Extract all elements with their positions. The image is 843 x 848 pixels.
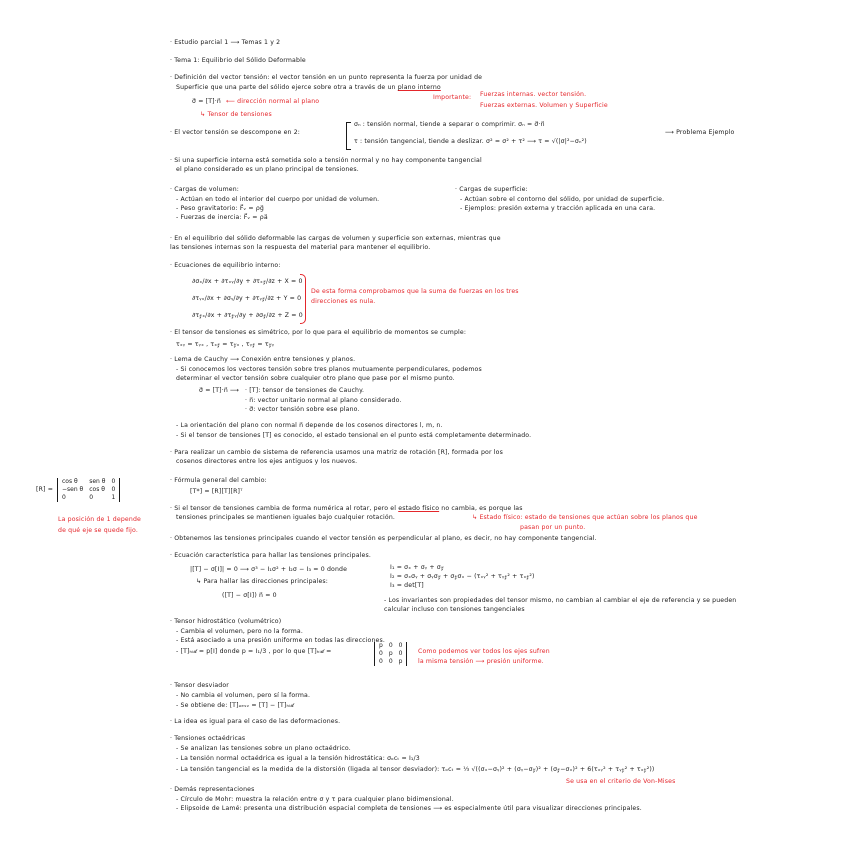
- note-line: - Si conocemos los vectores tensión sobre tres planos mutuamente perpendiculares, podemos: [176, 366, 482, 373]
- note-line: - Cambia el volumen, pero no la forma.: [176, 628, 303, 635]
- matrix-cell: 0: [111, 478, 116, 485]
- note-text: no cambia, es porque las: [439, 505, 523, 512]
- note-line: las tensiones internas son la respuesta del material para mantener el equilibrio.: [170, 244, 431, 251]
- formula: σ⃗ = [T]·n⃗ ⟶: [199, 387, 240, 394]
- red-annotation: ↳ Estado físico: estado de tensiones que actúan sobre los planos que: [472, 514, 698, 521]
- note-line: · [T]: tensor de tensiones de Cauchy.: [245, 387, 365, 394]
- formula: |[T] − σ[I]| = 0 ⟶ σ³ − I₁σ² + I₂σ − I₃ = 0 donde: [190, 566, 348, 573]
- note-line: - Está asociado a una presión uniforme en todas las direcciones.: [176, 637, 385, 644]
- note-line: [176, 84, 441, 92]
- note-line: determinar el vector tensión sobre cualquier otro plano que pase por el mismo punto.: [176, 375, 455, 382]
- formula: - [T]ₕᵢ𝒹 = p[I] donde p = I₁/3 , por lo que [T]ₕᵢ𝒹 =: [176, 648, 332, 655]
- matrix-cell: 0: [379, 650, 383, 657]
- red-annotation: ↳ Tensor de tensiones: [200, 111, 272, 118]
- note-line: · n⃗: vector unitario normal al plano considerado.: [245, 397, 402, 404]
- note-line: - Elipsoide de Lamé: presenta una distribución espacial completa de tensiones ⟶ es especialmente útil para visualizar direcciones principales.: [176, 805, 642, 812]
- matrix-label: [R] =: [36, 486, 54, 493]
- note-line: - Actúan en todo el interior del cuerpo por unidad de volumen.: [176, 196, 380, 203]
- formula: I₁ = σₓ + σᵧ + σ𝓏: [390, 564, 444, 571]
- formula: σ⃗ = [T]·n⃗: [192, 98, 221, 105]
- note-line: · Si una superficie interna está sometida solo a tensión normal y no hay componente tangencial: [170, 157, 482, 164]
- note-line: - Se analizan las tensiones sobre un plano octaédrico.: [176, 745, 351, 752]
- red-annotation: Fuerzas internas. vector tensión.: [480, 91, 587, 98]
- note-line: · Fórmula general del cambio:: [170, 477, 267, 484]
- note-line: cosenos directores entre los ejes antiguos y los nuevos.: [176, 458, 358, 465]
- note-line: - La tensión normal octaédrica es igual a la tensión hidrostática: σₒcₜ = I₁/3: [176, 755, 420, 762]
- note-line: ⟶ Problema Ejemplo: [665, 129, 735, 136]
- red-annotation: la misma tensión ⟶ presión uniforme.: [418, 658, 544, 665]
- note-line: - Peso gravitatorio: F⃗ᵥ = ρg⃗: [176, 205, 264, 212]
- note-line: · Ecuación característica para hallar las tensiones principales.: [170, 552, 371, 559]
- note-line: · Cargas de superficie:: [455, 186, 528, 193]
- matrix-cell: 0: [388, 642, 393, 649]
- note-line: · σ⃗: vector tensión sobre ese plano.: [245, 406, 360, 413]
- note-line: · Cargas de volumen:: [170, 186, 240, 193]
- note-line: - Actúan sobre el contorno del sólido, por unidad de superficie.: [460, 196, 665, 203]
- note-line: · Tensor hidrostático (volumétrico): [170, 618, 282, 625]
- note-line: el plano considerado es un plano principal de tensiones.: [176, 166, 359, 173]
- note-line: · Ecuaciones de equilibrio interno:: [170, 262, 281, 269]
- note-line: tensiones principales se mantienen iguales bajo cualquier rotación.: [176, 514, 396, 521]
- matrix-cell: p: [379, 642, 383, 649]
- red-annotation: De esta forma comprobamos que la suma de fuerzas en los tres: [311, 288, 519, 295]
- equation: ∂τ𝓏ₓ/∂x + ∂τ𝓏ᵧ/∂y + ∂σ𝓏/∂z + Z = 0: [192, 312, 303, 319]
- note-line: · Demás representaciones: [170, 786, 255, 793]
- matrix-cell: 0: [398, 650, 403, 657]
- note-line: · Obtenemos las tensiones principales cuando el vector tensión es perpendicular al plano, es decir, no hay componente tangencial.: [170, 535, 597, 542]
- red-annotation: Importante:: [433, 94, 472, 101]
- matrix-cell: 0: [398, 642, 403, 649]
- formula: I₃ = det[T]: [390, 582, 424, 589]
- red-annotation: direcciones es nula.: [311, 298, 376, 305]
- note-line: · Tensiones octaédricas: [170, 735, 246, 742]
- matrix-cell: p: [398, 658, 403, 665]
- red-annotation: La posición de 1 depende: [58, 516, 141, 523]
- equation: ∂σₓ/∂x + ∂τₓᵧ/∂y + ∂τₓ𝓏/∂z + X = 0: [192, 278, 303, 285]
- formula: - La tensión tangencial es la medida de la distorsión (ligada al tensor desviador): τₒcₜ = ⅓ √((σₓ−σᵧ)² + (σᵧ−σ𝓏)² + (σ𝓏−σₓ)² + 6(τₓᵧ² + τᵧ𝓏² + τₓ𝓏²)): [176, 766, 655, 773]
- matrix-cell: 0: [111, 486, 116, 493]
- note-line: calcular incluso con tensiones tangenciales: [384, 606, 525, 613]
- red-annotation: pasan por un punto.: [520, 524, 586, 531]
- note-line: - Fuerzas de inercia: F⃗ᵥ = ρa⃗: [176, 214, 268, 221]
- brace: [346, 122, 351, 150]
- matrix-cell: sen θ: [89, 478, 106, 485]
- equation: ∂τᵧₓ/∂x + ∂σᵧ/∂y + ∂τᵧ𝓏/∂z + Y = 0: [192, 295, 302, 302]
- matrix-cell: cos θ: [62, 478, 78, 485]
- note-line: τ : tensión tangencial, tiende a deslizar. σ² = σ² + τ² ⟶ τ = √(|σ|²−σₙ²): [354, 138, 587, 145]
- note-text: · Si el tensor de tensiones cambia de forma numérica al rotar, pero el: [170, 505, 399, 512]
- formula: - Se obtiene de: [T]ₔₑₛᵥ = [T] − [T]ₕᵢ𝒹: [176, 702, 294, 709]
- red-annotation: Como podemos ver todos los ejes sufren: [418, 648, 550, 655]
- red-annotation: ⟵ dirección normal al plano: [226, 98, 320, 105]
- formula: τₓᵧ = τᵧₓ , τₓ𝓏 = τ𝓏ₓ , τᵧ𝓏 = τ𝓏ᵧ: [176, 341, 275, 348]
- red-annotation: Fuerzas externas. Volumen y Superficie: [480, 102, 608, 109]
- note-line: [170, 505, 523, 513]
- hydrostatic-matrix: [374, 642, 407, 666]
- red-brace: [300, 274, 306, 324]
- note-line: - No cambia el volumen, pero sí la forma.: [176, 692, 311, 699]
- note-line: - Los invariantes son propiedades del tensor mismo, no cambian al cambiar el eje de referencia y se pueden: [384, 597, 737, 604]
- note-line: · Lema de Cauchy ⟶ Conexión entre tensiones y planos.: [170, 356, 356, 363]
- underlined-term: plano interno: [397, 84, 441, 91]
- note-line: - Si el tensor de tensiones [T] es conocido, el estado tensional en el punto está completamente determinado.: [176, 432, 532, 439]
- note-line: · El tensor de tensiones es simétrico, por lo que para el equilibrio de momentos se cumple:: [170, 329, 467, 336]
- note-line: - La orientación del plano con normal n⃗ depende de los cosenos directores l, m, n.: [176, 422, 443, 429]
- matrix-cell: 0: [379, 658, 383, 665]
- matrix-cell: 0: [388, 658, 393, 665]
- red-annotation: de qué eje se quede fijo.: [58, 527, 138, 534]
- formula: [T*] = [R][T][R]ᵀ: [190, 488, 243, 495]
- note-line: · Tema 1: Equilibrio del Sólido Deformable: [170, 57, 306, 64]
- note-line: σₙ : tensión normal, tiende a separar o comprimir. σₙ = σ⃗·n⃗: [354, 121, 545, 128]
- note-line: · Estudio parcial 1 ⟶ Temas 1 y 2: [170, 39, 281, 46]
- formula: I₂ = σₓσᵧ + σᵧσ𝓏 + σ𝓏σₓ − (τₓᵧ² + τᵧ𝓏² + τₓ𝓏²): [390, 573, 535, 580]
- underlined-term: estado físico: [398, 505, 440, 512]
- note-line: · Para realizar un cambio de sistema de referencia usamos una matriz de rotación [R], formada por los: [170, 449, 503, 456]
- note-line: · En el equilibrio del sólido deformable las cargas de volumen y superficie son externas, mientras que: [170, 235, 501, 242]
- matrix-cell: p: [388, 650, 393, 657]
- matrix-cell: 0: [62, 494, 66, 501]
- matrix-cell: 1: [111, 494, 116, 501]
- matrix-cell: cos θ: [89, 486, 105, 493]
- matrix-cell: −sen θ: [62, 486, 84, 493]
- note-line: · El vector tensión se descompone en 2:: [170, 129, 301, 136]
- red-annotation: Se usa en el criterio de Von-Mises: [566, 778, 676, 785]
- matrix-cell: 0: [89, 494, 94, 501]
- note-line: ↳ Para hallar las direcciones principales:: [196, 578, 329, 585]
- note-line: - Ejemplos: presión externa y tracción aplicada en una cara.: [460, 205, 656, 212]
- formula: ([T] − σ[I]) n⃗ = 0: [222, 592, 277, 599]
- note-line: · La idea es igual para el caso de las deformaciones.: [170, 718, 341, 725]
- note-text: Superficie que una parte del sólido ejerce sobre otra a través de un: [176, 84, 398, 91]
- note-line: · Tensor desviador: [170, 682, 229, 689]
- rotation-matrix: [57, 478, 120, 502]
- note-line: · Definición del vector tensión: el vector tensión en un punto representa la fuerza por unidad de: [170, 74, 483, 81]
- note-line: - Círculo de Mohr: muestra la relación entre σ y τ para cualquier plano bidimensional.: [176, 796, 454, 803]
